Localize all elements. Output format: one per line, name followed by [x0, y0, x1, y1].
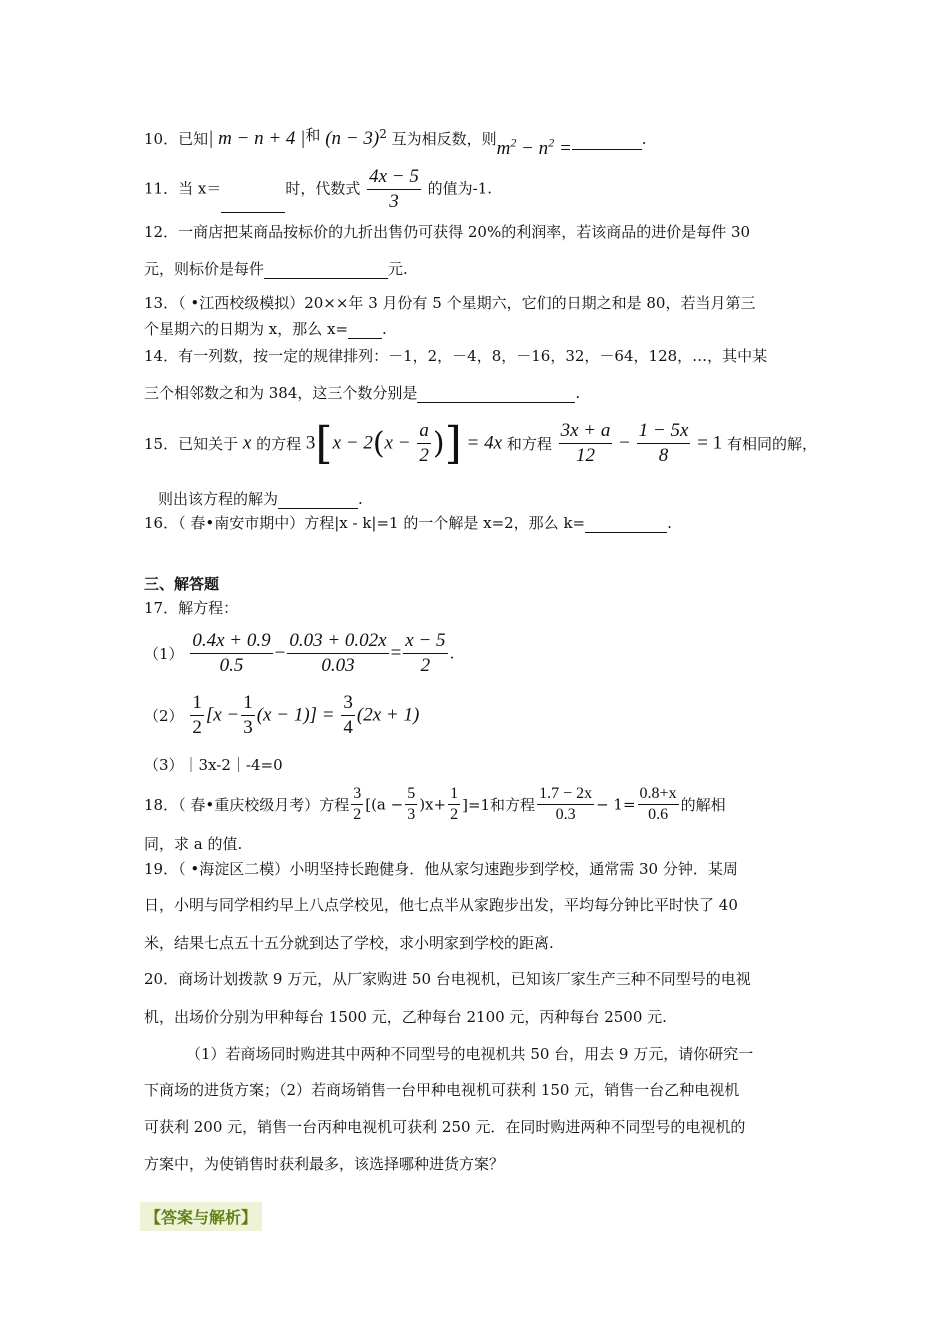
question-19-line3: 米，结果七点五十五分就到达了学校，求小明家到学校的距离. — [144, 934, 554, 952]
question-10: 10．已知| m − n + 4 |和 $(n - 3)^2$ 互为相反数，则$m^2 - n^2$ = . — [144, 126, 647, 159]
question-20: 20．商场计划拨款 9 万元，从厂家购进 50 台电视机，已知该厂家生产三种不同型号的电视 — [144, 970, 751, 988]
question-14-line2: 三个相邻数之和为 384，这三个数分别是 . — [144, 384, 581, 402]
question-18-line2: 同，求 a 的值. — [144, 835, 243, 853]
answer-blank-12 — [264, 278, 388, 279]
question-14: 14．有一列数，按一定的规律排列：－1，2，－4，8，－16，32，－64，128，…，其中某 — [144, 347, 768, 365]
question-18: 18．（ 春•重庆校级月考）方程 $\frac{3}{2}$ [(a − $\frac{5}{3}$ )x+ $\frac{1}{2}$ ]=1和方程 $\frac{1.7 - 2x}{0.3}$ − 1= $\frac{0.8+x}{0.6}$ 的解相 — [144, 785, 726, 823]
answer-blank-16 — [585, 532, 667, 533]
question-19: 19．（ •海淀区二模）小明坚持长跑健身．他从家匀速跑步到学校，通常需 30 分钟．某周 — [144, 860, 738, 878]
question-20-line6: 方案中，为使销售时获利最多，该选择哪种进货方案？ — [144, 1155, 505, 1173]
answer-blank-13 — [348, 338, 382, 339]
question-20-line3: （1）若商场同时购进其中两种不同型号的电视机共 50 台，用去 9 万元，请你研究一 — [186, 1045, 754, 1063]
answer-blank-10 — [572, 149, 642, 150]
question-17-part3: （3）｜3x-2｜-4=0 — [144, 756, 283, 774]
question-20-line5: 可获利 200 元，销售一台丙种电视机可获利 250 元．在同时购进两种不同型号的电视机的 — [144, 1118, 746, 1136]
question-13-line2: 个星期六的日期为 x，那么 x= . — [144, 320, 387, 338]
answer-section-header: 【答案与解析】 — [140, 1202, 262, 1231]
answer-blank-15 — [278, 508, 358, 509]
answer-blank-14 — [417, 402, 575, 403]
question-11: 11．当 x＝ 时，代数式 $\frac{4x - 5}{3}$ 的值为-1. — [144, 166, 493, 212]
question-16: 16．（ 春•南安市期中）方程|x - k|=1 的一个解是 x=2，那么 k= . — [144, 514, 672, 532]
question-17-part1: （1） $\frac{0.4x + 0.9}{0.5}$ − $\frac{0.03 + 0.02x}{0.03}$ = $\frac{x - 5}{2}$ . — [144, 630, 455, 676]
question-12: 12．一商店把某商品按标价的九折出售仍可获得 20%的利润率，若该商品的进价是每件 30 — [144, 223, 751, 241]
abs-expression: | m − n + 4 | — [208, 128, 306, 149]
answer-blank-11 — [221, 212, 285, 213]
question-13: 13．（ •江西校级模拟）20××年 3 月份有 5 个星期六，它们的日期之和是 80，若当月第三 — [144, 294, 756, 312]
question-15-line2: 则出该方程的解为 . — [158, 490, 363, 508]
section-heading: 三、解答题 — [144, 575, 220, 593]
question-17-part2: （2） $\frac{1}{2}$ [x − $\frac{1}{3}$ (x − 1)] = $\frac{3}{4}$ (2x + 1) — [144, 692, 420, 738]
question-20-line2: 机，出场价分别为甲种每台 1500 元，乙种每台 2100 元，丙种每台 2500 元. — [144, 1008, 667, 1026]
question-20-line4: 下商场的进货方案；（2）若商场销售一台甲种电视机可获利 150 元，销售一台乙种电视机 — [144, 1081, 740, 1099]
question-19-line2: 日，小明与同学相约早上八点学校见，他七点半从家跑步出发，平均每分钟比平时快了 40 — [144, 896, 738, 914]
question-15: 15．已知关于 x 的方程 3[x − 2(x − $\frac{a}{2}$ )] = 4x 和方程 $\frac{3x + a}{12}$ − $\frac{1 - 5x}{8}$ = 1 有相同的解， — [144, 418, 817, 469]
question-12-line2: 元，则标价是每件 元. — [144, 260, 408, 278]
question-17-title: 17．解方程： — [144, 599, 239, 617]
